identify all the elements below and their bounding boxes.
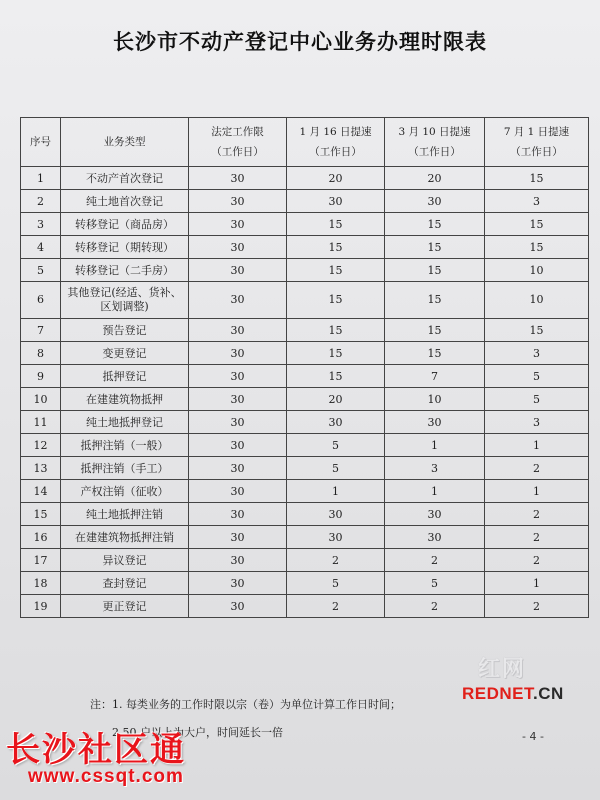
- table-row: [21, 167, 589, 190]
- cell-legal: 30: [189, 572, 287, 595]
- table-row: [21, 319, 589, 342]
- cell-legal: 30: [189, 213, 287, 236]
- cell-jan: 1: [287, 480, 385, 503]
- cell-type: 更正登记: [61, 595, 189, 618]
- cell-mar: 15: [385, 319, 485, 342]
- cell-no: 17: [21, 549, 61, 572]
- cell-mar: 15: [385, 342, 485, 365]
- cell-type: 异议登记: [61, 549, 189, 572]
- cell-no: 13: [21, 457, 61, 480]
- header-type: 业务类型: [61, 118, 189, 167]
- cell-legal: 30: [189, 434, 287, 457]
- table-row: [21, 190, 589, 213]
- cell-mar: 30: [385, 526, 485, 549]
- cell-type: 预告登记: [61, 319, 189, 342]
- table-row: [21, 365, 589, 388]
- cell-type: 转移登记（期转现）: [61, 236, 189, 259]
- cell-jul: 10: [485, 259, 589, 282]
- cell-type: 纯土地抵押登记: [61, 411, 189, 434]
- cell-jul: 3: [485, 342, 589, 365]
- cell-jul: 1: [485, 572, 589, 595]
- header-jul-line2: （工作日）: [510, 146, 563, 158]
- cell-jan: 5: [287, 572, 385, 595]
- cell-type: 转移登记（商品房）: [61, 213, 189, 236]
- cell-jan: 15: [287, 259, 385, 282]
- cell-mar: 7: [385, 365, 485, 388]
- cell-jan: 15: [287, 342, 385, 365]
- note-line-2: 2.50 户以上为大户，时间延长一倍: [112, 726, 283, 739]
- cell-no: 2: [21, 190, 61, 213]
- cell-mar: 5: [385, 572, 485, 595]
- cell-mar: 15: [385, 213, 485, 236]
- cell-legal: 30: [189, 411, 287, 434]
- watermark-rednet-red: REDNET: [462, 684, 534, 703]
- header-mar: [385, 118, 485, 167]
- cell-no: 3: [21, 213, 61, 236]
- cell-jan: 15: [287, 365, 385, 388]
- header-legal-line2: （工作日）: [211, 146, 264, 158]
- table-row: [21, 503, 589, 526]
- cell-type: 纯土地首次登记: [61, 190, 189, 213]
- cell-type: 在建建筑物抵押: [61, 388, 189, 411]
- cell-legal: 30: [189, 526, 287, 549]
- cell-legal: 30: [189, 595, 287, 618]
- cell-no: 8: [21, 342, 61, 365]
- cell-jul: 15: [485, 236, 589, 259]
- page-number: - 4 -: [522, 730, 544, 743]
- table-row: [21, 342, 589, 365]
- cell-type: 抵押注销（手工）: [61, 457, 189, 480]
- cell-type: 查封登记: [61, 572, 189, 595]
- cell-jan: 15: [287, 282, 385, 319]
- cell-jan: 30: [287, 503, 385, 526]
- cell-mar: 1: [385, 480, 485, 503]
- table-row: [21, 411, 589, 434]
- cell-mar: 3: [385, 457, 485, 480]
- cell-jul: 2: [485, 457, 589, 480]
- header-jan-line2: （工作日）: [309, 146, 362, 158]
- cell-jul: 2: [485, 503, 589, 526]
- time-limit-table: [20, 117, 589, 618]
- cell-jul: 10: [485, 282, 589, 319]
- table-row: [21, 259, 589, 282]
- cell-jul: 2: [485, 549, 589, 572]
- cell-no: 10: [21, 388, 61, 411]
- cell-type: 变更登记: [61, 342, 189, 365]
- cell-type: 抵押注销（一般）: [61, 434, 189, 457]
- cell-no: 4: [21, 236, 61, 259]
- cell-legal: 30: [189, 319, 287, 342]
- cell-no: 1: [21, 167, 61, 190]
- cell-no: 6: [21, 282, 61, 319]
- cell-type-line1: 其他登记(经适、货补、: [67, 286, 182, 299]
- watermark-url: www.cssqt.com: [28, 766, 184, 787]
- cell-mar: 2: [385, 595, 485, 618]
- table-row: [21, 236, 589, 259]
- table-row: [21, 434, 589, 457]
- header-no: 序号: [21, 118, 61, 167]
- cell-type: 在建建筑物抵押注销: [61, 526, 189, 549]
- cell-jul: 2: [485, 595, 589, 618]
- cell-legal: 30: [189, 342, 287, 365]
- cell-jul: 5: [485, 388, 589, 411]
- watermark-hongwang-logo: 红网: [478, 656, 527, 682]
- table-header-row: [21, 118, 589, 167]
- cell-legal: 30: [189, 190, 287, 213]
- cell-jul: 2: [485, 526, 589, 549]
- cell-jul: 1: [485, 480, 589, 503]
- cell-legal: 30: [189, 480, 287, 503]
- cell-type-line2: 区划调整): [100, 300, 149, 313]
- cell-jan: 30: [287, 190, 385, 213]
- table-row: [21, 595, 589, 618]
- cell-mar: 20: [385, 167, 485, 190]
- cell-mar: 1: [385, 434, 485, 457]
- header-jan: [287, 118, 385, 167]
- watermark-rednet-domain: .CN: [533, 684, 564, 703]
- cell-jan: 2: [287, 549, 385, 572]
- cell-type: 不动产首次登记: [61, 167, 189, 190]
- header-jan-line1: 1 月 16 日提速: [299, 126, 372, 138]
- cell-jan: 20: [287, 167, 385, 190]
- cell-mar: 15: [385, 236, 485, 259]
- cell-legal: 30: [189, 236, 287, 259]
- cell-no: 7: [21, 319, 61, 342]
- cell-mar: 30: [385, 190, 485, 213]
- header-legal: [189, 118, 287, 167]
- cell-legal: 30: [189, 365, 287, 388]
- watermark-changsha-community-logo: 长沙社区通: [6, 730, 186, 770]
- cell-mar: 30: [385, 411, 485, 434]
- watermark-rednet: [462, 684, 564, 704]
- cell-type: 抵押登记: [61, 365, 189, 388]
- table-row: [21, 213, 589, 236]
- cell-jan: 15: [287, 213, 385, 236]
- cell-type: 纯土地抵押注销: [61, 503, 189, 526]
- cell-jul: 1: [485, 434, 589, 457]
- cell-no: 12: [21, 434, 61, 457]
- cell-legal: 30: [189, 503, 287, 526]
- cell-jul: 3: [485, 190, 589, 213]
- cell-no: 5: [21, 259, 61, 282]
- cell-no: 9: [21, 365, 61, 388]
- cell-jan: 15: [287, 236, 385, 259]
- cell-legal: 30: [189, 549, 287, 572]
- header-mar-line1: 3 月 10 日提速: [398, 126, 471, 138]
- cell-jan: 30: [287, 526, 385, 549]
- cell-no: 14: [21, 480, 61, 503]
- table-row: [21, 388, 589, 411]
- document-title: 长沙市不动产登记中心业务办理时限表: [113, 30, 487, 54]
- cell-type: 产权注销（征收）: [61, 480, 189, 503]
- cell-jan: 30: [287, 411, 385, 434]
- cell-jul: 15: [485, 213, 589, 236]
- cell-jul: 15: [485, 319, 589, 342]
- table-row: [21, 549, 589, 572]
- header-jul-line1: 7 月 1 日提速: [503, 126, 570, 138]
- cell-no: 18: [21, 572, 61, 595]
- table-row: [21, 480, 589, 503]
- cell-mar: 2: [385, 549, 485, 572]
- cell-jan: 2: [287, 595, 385, 618]
- cell-type: [61, 282, 189, 319]
- header-legal-line1: 法定工作限: [211, 126, 264, 138]
- cell-jul: 15: [485, 167, 589, 190]
- cell-jan: 15: [287, 319, 385, 342]
- cell-mar: 15: [385, 282, 485, 319]
- cell-no: 11: [21, 411, 61, 434]
- cell-mar: 15: [385, 259, 485, 282]
- cell-jan: 5: [287, 434, 385, 457]
- header-jul: [485, 118, 589, 167]
- cell-jul: 3: [485, 411, 589, 434]
- cell-no: 19: [21, 595, 61, 618]
- cell-jan: 20: [287, 388, 385, 411]
- table-row: [21, 526, 589, 549]
- cell-mar: 10: [385, 388, 485, 411]
- cell-legal: 30: [189, 167, 287, 190]
- cell-jan: 5: [287, 457, 385, 480]
- cell-no: 15: [21, 503, 61, 526]
- note-line-1: 注：1. 每类业务的工作时限以宗（卷）为单位计算工作日时间；: [90, 698, 401, 711]
- table-row: [21, 282, 589, 319]
- header-mar-line2: （工作日）: [408, 146, 461, 158]
- cell-legal: 30: [189, 388, 287, 411]
- cell-legal: 30: [189, 259, 287, 282]
- cell-no: 16: [21, 526, 61, 549]
- cell-mar: 30: [385, 503, 485, 526]
- cell-legal: 30: [189, 457, 287, 480]
- cell-type: 转移登记（二手房）: [61, 259, 189, 282]
- table-row: [21, 457, 589, 480]
- table-row: [21, 572, 589, 595]
- cell-legal: 30: [189, 282, 287, 319]
- cell-jul: 5: [485, 365, 589, 388]
